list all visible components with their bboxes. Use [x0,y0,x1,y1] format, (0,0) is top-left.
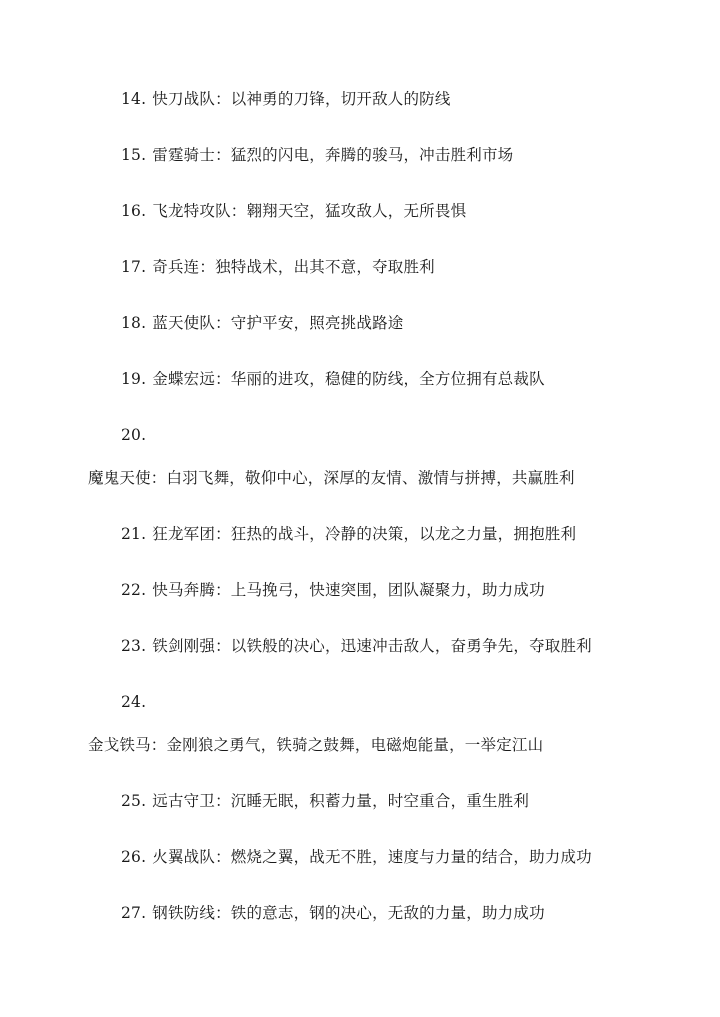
list-item-text-line [88,735,543,755]
item-text: 狂龙军团：狂热的战斗，冷静的决策，以龙之力量，拥抱胜利 [152,525,577,543]
list-item [121,791,529,811]
item-number: 17. [121,258,147,276]
item-number: 18. [121,314,147,332]
item-text: 雷霆骑士：猛烈的闪电，奔腾的骏马，冲击胜利市场 [152,146,514,164]
item-text: 钢铁防线：铁的意志，钢的决心，无敌的力量，助力成功 [152,904,545,922]
list-item [121,89,451,109]
item-text: 金戈铁马：金刚狼之勇气，铁骑之鼓舞，电磁炮能量，一举定江山 [88,736,544,754]
list-item [121,145,513,165]
item-number: 27. [121,904,147,922]
list-item [121,257,435,277]
list-item [121,201,466,221]
list-item [121,847,592,867]
item-number: 26. [121,848,147,866]
list-item-number-line [121,692,146,712]
item-text: 金蝶宏远：华丽的进攻，稳健的防线，全方位拥有总裁队 [152,370,545,388]
item-number: 23. [121,637,147,655]
list-item [121,636,592,656]
list-item [121,369,545,389]
list-item [121,313,403,333]
item-number: 16. [121,202,147,220]
item-number: 19. [121,370,147,388]
list-item [121,580,545,600]
item-text: 奇兵连：独特战术，出其不意，夺取胜利 [152,258,435,276]
list-item-number-line [121,425,146,445]
item-number: 14. [121,90,147,108]
item-text: 快马奔腾：上马挽弓，快速突围，团队凝聚力，助力成功 [152,581,545,599]
item-text: 快刀战队：以神勇的刀锋，切开敌人的防线 [152,90,451,108]
item-number: 15. [121,146,147,164]
item-number: 25. [121,792,147,810]
item-number: 24. [121,693,147,711]
item-text: 魔鬼天使：白羽飞舞，敬仰中心，深厚的友情、激情与拼搏，共赢胜利 [88,469,575,487]
item-text: 远古守卫：沉睡无眠，积蓄力量，时空重合，重生胜利 [152,792,530,810]
item-text: 火翼战队：燃烧之翼，战无不胜，速度与力量的结合，助力成功 [152,848,592,866]
item-number: 21. [121,525,147,543]
item-text: 铁剑刚强：以铁般的决心，迅速冲击敌人，奋勇争先，夺取胜利 [152,637,592,655]
item-number: 22. [121,581,147,599]
item-text: 蓝天使队：守护平安，照亮挑战路途 [152,314,404,332]
list-item [121,903,545,923]
list-item [121,524,576,544]
list-item-text-line [88,468,575,488]
item-text: 飞龙特攻队：翱翔天空，猛攻敌人，无所畏惧 [152,202,467,220]
item-number: 20. [121,426,147,444]
